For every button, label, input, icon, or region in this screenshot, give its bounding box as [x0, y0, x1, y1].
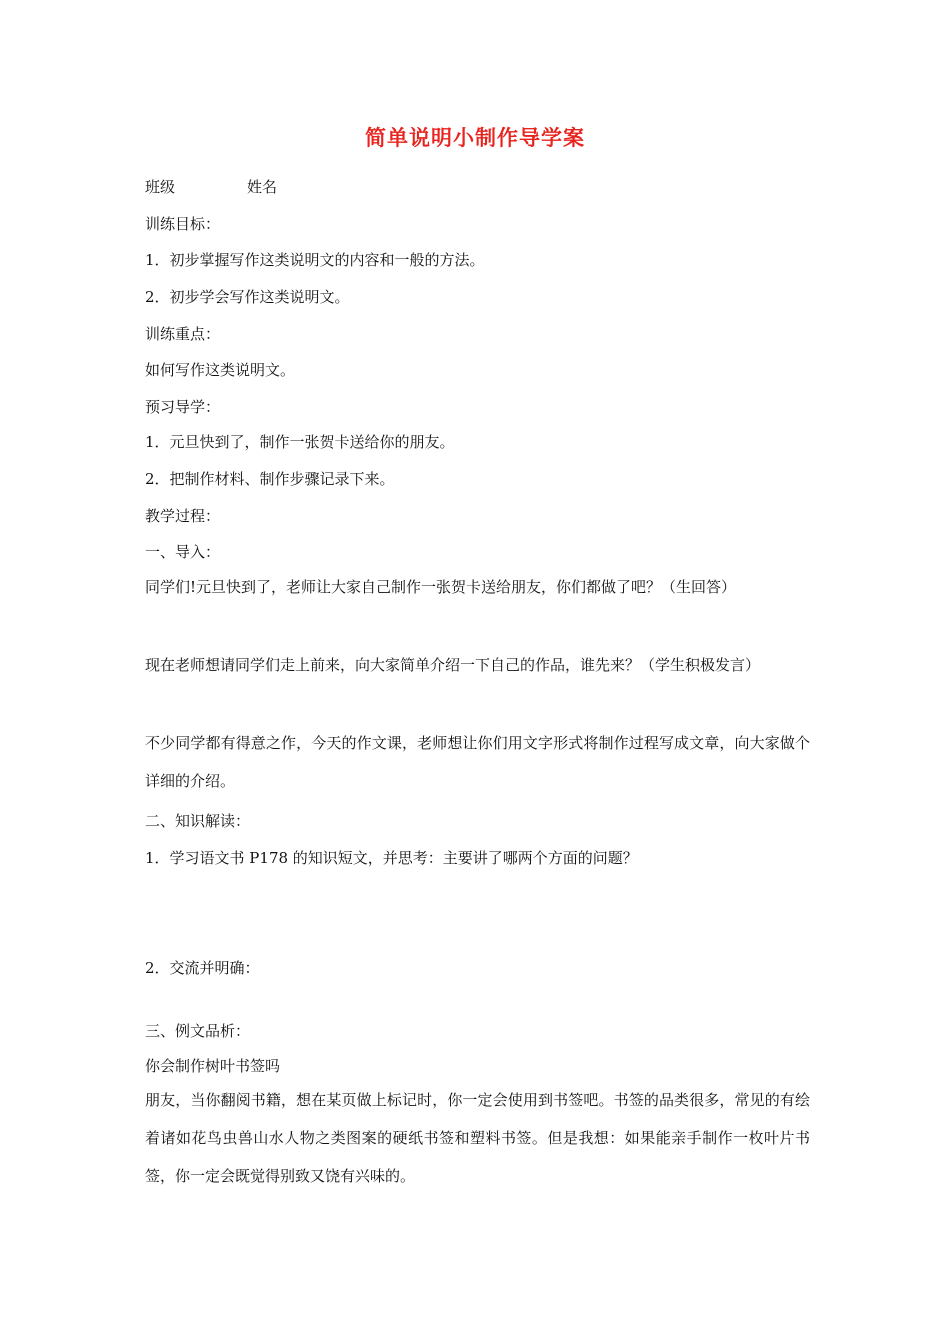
- example-paragraph-1: 朋友，当你翻阅书籍，想在某页做上标记时，你一定会使用到书签吧。书签的品类很多，常见的有绘着诸如花鸟虫兽山水人物之类图案的硬纸书签和塑料书签。但是我想：如果能亲手制作一枚叶片书签，你一定会既觉得别致又饶有兴味的。: [145, 1091, 810, 1185]
- intro-paragraph-3: 不少同学都有得意之作，今天的作文课，老师想让你们用文字形式将制作过程写成文章，向大家做个详细的介绍。: [145, 734, 810, 790]
- knowledge-item-2: 2．交流并明确：: [145, 959, 260, 977]
- example-heading: 三、例文品析：: [145, 1022, 251, 1040]
- example-title: 你会制作树叶书签吗: [145, 1057, 281, 1075]
- goals-heading: 训练目标：: [145, 215, 221, 233]
- preview-item-1: 1．元旦快到了，制作一张贺卡送给你的朋友。: [145, 433, 455, 451]
- class-label: 班级: [145, 178, 176, 196]
- preview-item-2: 2．把制作材料、制作步骤记录下来。: [145, 470, 395, 488]
- goal-item-1: 1．初步掌握写作这类说明文的内容和一般的方法。: [145, 251, 485, 269]
- knowledge-item-1: 1．学习语文书 P178 的知识短文，并思考：主要讲了哪两个方面的问题？: [145, 849, 638, 867]
- class-name-row: [145, 177, 810, 197]
- goal-item-2: 2．初步学会写作这类说明文。: [145, 288, 350, 306]
- focus-heading: 训练重点：: [145, 325, 221, 343]
- intro-paragraph-2: 现在老师想请同学们走上前来，向大家简单介绍一下自己的作品，谁先来？（学生积极发言）: [145, 656, 761, 674]
- preview-heading: 预习导学：: [145, 398, 221, 416]
- focus-text: 如何写作这类说明文。: [145, 361, 296, 379]
- document-title: 简单说明小制作导学案: [365, 126, 585, 150]
- knowledge-heading: 二、知识解读：: [145, 812, 251, 830]
- name-label: 姓名: [247, 178, 278, 196]
- intro-paragraph-1: 同学们!元旦快到了，老师让大家自己制作一张贺卡送给朋友，你们都做了吧？（生回答）: [145, 578, 737, 596]
- intro-heading: 一、导入：: [145, 543, 221, 561]
- process-heading: 教学过程：: [145, 507, 221, 525]
